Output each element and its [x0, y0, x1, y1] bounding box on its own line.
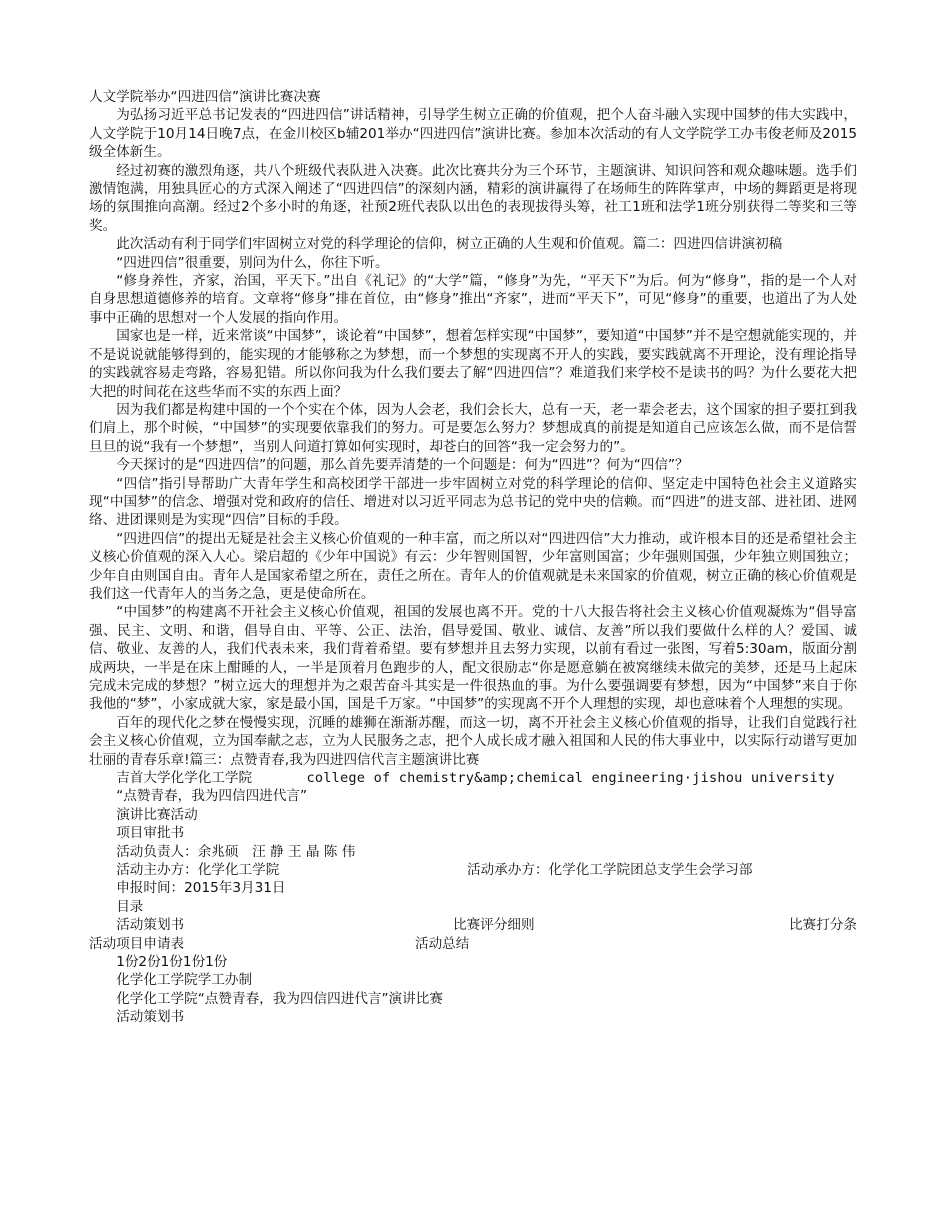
activity-undertaker: 活动承办方：化学化工学院团总支学生会学习部 [467, 862, 753, 879]
paragraph: 国家也是一样，近来常谈“中国梦”，谈论着“中国梦”，想着怎样实现“中国梦”，要知道“中国梦”并不是空想就能实现的，并不是说说就能够得到的，能实现的才能够称之为梦想，而一个梦想的实现离不开人的实践，要实践就离不开理论，没有理论指导的实践就容易走弯路，容易犯错。所以你问我为什么我们要去了解“四进四信”？难道我们来学校不是读书的吗？为什么要花大把大把的时间花在这些华而不实的东西上面？ [89, 328, 857, 400]
paragraph: “四信”指引导帮助广大青年学生和高校团学干部进一步牢固树立对党的科学理论的信仰、坚定走中国特色社会主义道路实现“中国梦”的信念、增强对党和政府的信任、增进对以习近平同志为总书记的党中央的信赖。而“四进”的进支部、进社团、进网络、进团课则是为实现“四信”目标的手段。 [89, 475, 857, 529]
text-line: 演讲比赛活动 [116, 806, 198, 823]
university-heading [89, 769, 857, 787]
university-name-cn: 吉首大学化学化工学院 [116, 770, 253, 787]
activity-host: 活动主办方：化学化工学院 [116, 862, 280, 879]
copy-counts: 1份2份1份1份1份 [116, 954, 228, 971]
toc-heading: 目录 [116, 898, 144, 915]
paragraph: “四进四信”的提出无疑是社会主义核心价值观的一种丰富，而之所以对“四进四信”大力推动，或许根本目的还是希望社会主义核心价值观的深入人心。梁启超的《少年中国说》有云：少年智则国智，少年富则国富；少年强则国强，少年独立则国独立；少年自由则国自由。青年人是国家希望之所在，责任之所在。青年人的价值观就是未来国家的价值观，树立正确的核心价值观是我们这一代青年人的当务之急，更是使命所在。 [89, 530, 857, 602]
section-subtitle: 活动策划书 [116, 1009, 185, 1026]
slogan: “点赞青春，我为四信四进代言” [116, 788, 307, 805]
activity-leaders: 活动负责人：余兆硕 汪 静 王 晶 陈 伟 [116, 843, 356, 860]
toc-item: 活动总结 [415, 935, 470, 952]
paragraph: 因为我们都是构建中国的一个个实在个体，因为人会老，我们会长大，总有一天，老一辈会老去，这个国家的担子要扛到我们肩上，那个时候，“中国梦”的实现要依靠我们的努力。可是要怎么努力？梦想成真的前提是知道自己应该怎么做，而不是信誓旦旦的说“我有一个梦想”，当别人问道打算如何实现时，却苍白的回答“我一定会努力的”。 [89, 401, 857, 455]
toc-item: 比赛评分细则 [453, 917, 535, 934]
paragraph: “四进四信”很重要，别问为什么，你往下听。 [116, 254, 389, 271]
toc-item: 活动策划书 [116, 917, 185, 934]
paragraph: 今天探讨的是“四进四信”的问题，那么首先要弄清楚的一个问题是：何为“四进”？何为“四信”？ [116, 457, 689, 474]
toc-row [89, 916, 857, 934]
text-line: 项目审批书 [116, 825, 185, 842]
toc-row [89, 935, 857, 953]
submission-date: 申报时间：2015年3月31日 [116, 880, 286, 897]
toc-item: 比赛打分条 [789, 917, 857, 934]
toc-item: 活动项目申请表 [89, 935, 185, 952]
organizer-row [89, 861, 857, 879]
issuer: 化学化工学院学工办制 [116, 972, 253, 989]
paragraph: 此次活动有利于同学们牢固树立对党的科学理论的信仰，树立正确的人生观和价值观。篇二：四进四信讲演初稿 [116, 236, 783, 253]
paragraph: 为弘扬习近平总书记发表的“四进四信”讲话精神，引导学生树立正确的价值观，把个人奋斗融入实现中国梦的伟大实践中，人文学院于10月14日晚7点，在金川校区b辅201举办“四进四信”演讲比赛。参加本次活动的有人文学院学工办韦俊老师及2015级全体新生。 [89, 107, 857, 161]
section-title: 化学化工学院“点赞青春，我为四信四进代言”演讲比赛 [116, 990, 443, 1007]
paragraph: 经过初赛的激烈角逐，共八个班级代表队进入决赛。此次比赛共分为三个环节，主题演讲、知识问答和观众趣味题。选手们激情饱满，用独具匠心的方式深入阐述了“四进四信”的深刻内涵，精彩的演讲赢得了在场师生的阵阵掌声，中场的舞蹈更是将现场的氛围推向高潮。经过2个多小时的角逐，社预2班代表队以出色的表现拔得头筹，社工1班和法学1班分别获得二等奖和三等奖。 [89, 162, 857, 234]
document-page [89, 88, 857, 1027]
document-title: 人文学院举办“四进四信”演讲比赛决赛 [89, 89, 321, 105]
paragraph: 百年的现代化之梦在慢慢实现，沉睡的雄狮在渐渐苏醒，而这一切，离不开社会主义核心价值观的指导，让我们自觉践行社会主义核心价值观，立为国奉献之志，立为人民服务之志，把个人成长成才融入祖国和人民的伟大事业中，以实际行动谱写更加壮丽的青春乐章!篇三：点赞青春,我为四进四信代言主题演讲比赛 [89, 714, 857, 768]
paragraph: “修身养性，齐家，治国，平天下。”出自《礼记》的“大学”篇，“修身”为先，“平天下”为后。何为“修身”，指的是一个人对自身思想道德修养的培育。文章将“修身”排在首位，由“修身”推出“齐家”，进而“平天下”，可见“修身”的重要，也道出了为人处事中正确的思想对一个人发展的指向作用。 [89, 273, 857, 326]
paragraph: “中国梦”的构建离不开社会主义核心价值观，祖国的发展也离不开。党的十八大报告将社会主义核心价值观凝炼为“倡导富强、民主、文明、和谐，倡导自由、平等、公正、法治，倡导爱国、敬业、诚信、友善”所以我们要做什么样的人？爱国、诚信、敬业、友善的人，我们代表未来，我们背着希望。要有梦想并且去努力实现，以前有看过一张图，写着5:30am，版面分割成两块，一半是在床上酣睡的人，一半是顶着月色跑步的人，配文很励志“你是愿意躺在被窝继续未做完的美梦，还是马上起床完成未完成的梦想？”树立远大的理想并为之艰苦奋斗其实是一件很热血的事。为什么要强调要有梦想，因为“中国梦”来自于你我他的“梦”，小家成就大家，家是最小国，国是千万家。“中国梦”的实现离不开个人理想的实现，却也意味着个人理想的实现。 [89, 604, 857, 713]
university-name-en: college of chemistry&amp;chemical engineering·jishou university [306, 770, 835, 787]
